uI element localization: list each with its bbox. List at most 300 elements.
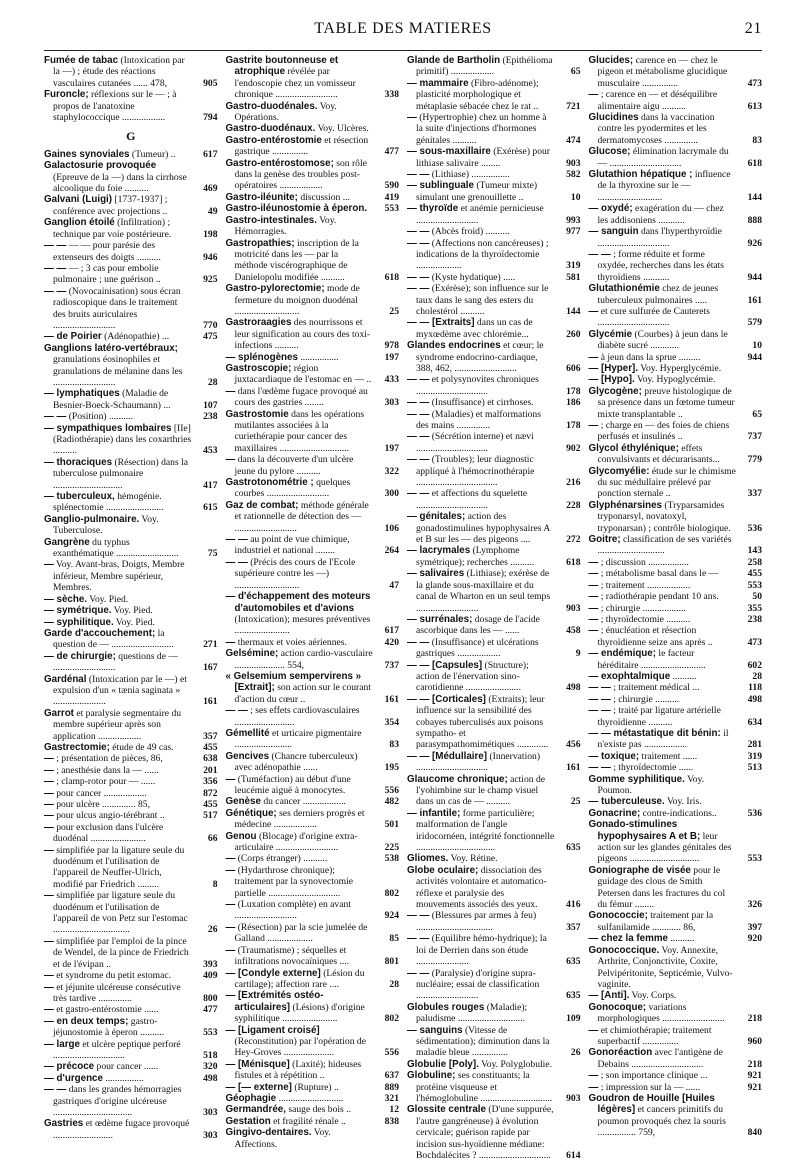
index-entry [44,491,218,514]
index-entry [226,648,400,671]
entry-term: — [588,568,599,580]
entry-term: — — [407,374,430,386]
entry-term: Gastrotonométrie ; [225,477,314,489]
entry-page-number: 925 [203,274,218,286]
index-entry [44,651,218,674]
entry-term: Gencives [225,750,270,762]
entry-description: simplifiée par la ligature seule du duodénum et l'utilisation de l'appareil de Neuffer-Ulrich, modifié par Friedrich ......... [53,844,185,890]
entry-description: (Novocainisation) sous écran radioscopique dans le traitement des bruits auriculaires .......................... [53,285,181,331]
entry-term: Gastropathies; [225,237,295,249]
entry-description: (Blessures par armes à feu) ................................ [416,910,537,933]
index-entry [44,514,218,537]
entry-page-number: 475 [203,331,218,343]
entry-description: dans la vaccination contre les pyodermites et les dermatomycoses .............. [597,112,715,146]
entry-page-number: 638 [203,753,218,765]
entry-page-number: 143 [747,545,762,557]
entry-description: ; chirurgie .................. [600,602,686,614]
index-column-1 [44,55,218,1161]
entry-description: (Reconstitution) par l'opération de Hey-Groves ..................... [234,1035,366,1059]
entry-term: Globuline; [407,1070,456,1082]
entry-page-number: 65 [752,408,762,420]
entry-description: carence en — chez le pigeon et métabolisme glucidique musculaire ............... [597,55,728,89]
index-entry [407,968,581,1002]
entry-page-number: 802 [384,1013,399,1025]
index-entry [44,753,218,764]
entry-term: Globules rouges [407,1001,485,1013]
entry-term: Gonocoque; [588,1001,647,1013]
index-entry [44,343,218,389]
entry-description: ; thyroïdectomie .......... [600,613,691,625]
entry-term: — — [44,285,67,297]
index-entry [589,945,763,991]
index-entry [226,557,400,591]
entry-page-number: 303 [203,1129,218,1141]
entry-description: du cancer .................. [263,796,346,808]
entry-description: (Maladies) et malformations des mains .............. [416,408,541,431]
entry-description: (Position) .......... [68,411,133,423]
entry-description: et gastro-entérostomie ...... [56,1004,159,1016]
entry-page-number: 770 [203,319,218,331]
entry-page-number: 903 [566,1092,581,1104]
index-entry [407,112,581,146]
entry-description: (Lithiase) ................ [431,169,510,181]
entry-term: — toxique; [588,750,640,762]
entry-description: (Kyste hydatique) ..... [431,271,516,283]
entry-description: Voy. Opérations. [234,100,337,124]
entry-term: Gastro-pylorectomie; [225,283,325,295]
entry-description: (Affections non cancéreuses) ; indications de la thyroïdectomie ................... [416,237,549,272]
entry-page-number: 10 [570,191,581,203]
entry-page-number: 838 [384,1115,399,1127]
index-entry [44,286,218,332]
entry-page-number: 779 [747,454,762,466]
index-entry [407,431,581,454]
index-entry [407,694,581,751]
entry-term: Gangrène [44,536,90,548]
index-column-4 [589,55,763,1161]
index-entry [589,751,763,762]
index-entry [407,865,581,911]
index-entry [407,409,581,432]
entry-description: — — pour parésie des extenseurs des doigts .......... [53,240,161,263]
index-entry [44,617,218,628]
entry-page-number: 993 [566,214,581,226]
index-entry [589,603,763,614]
entry-page-number: 872 [203,787,218,799]
entry-term: — endémique; [588,648,656,660]
entry-page-number: 924 [384,910,399,922]
entry-description: [1737-1937] ; conférence avec projections .. [53,194,168,217]
index-entry [226,1082,400,1093]
entry-term: Genou [225,830,257,842]
entry-term: — [225,944,236,956]
index-entry [226,751,400,774]
entry-page-number: 144 [566,305,581,317]
entry-term: Glossite centrale [407,1104,486,1116]
index-entry [589,55,763,89]
entry-term: — — [407,431,430,443]
entry-description: et jéjunite ulcéreuse consécutive très tardive .............. [53,981,181,1004]
index-entry [44,708,218,742]
entry-description: (Structure); action de l'énervation sino-carotidienne ....................... [416,659,529,694]
index-entry [589,283,763,306]
entry-term: Gonococcique. [588,944,660,956]
entry-term: — [225,853,236,865]
entry-description: ; traité par ligature artérielle thyroïdienne .......... [597,705,721,728]
index-entry [407,568,581,614]
index-entry [407,78,581,112]
entry-description: dans un cas de myxœdème avec chlorémie... [416,317,533,340]
entry-page-number: 409 [203,970,218,982]
index-entry [589,865,763,911]
index-entry [589,1093,763,1139]
entry-description: et cancers primitifs du poumon provoqués chez la souris ................ 759, [597,1104,726,1139]
index-entry [589,203,763,226]
entry-description: hémogénie. splénectomie ........................ [53,491,164,514]
entry-page-number: 477 [384,146,399,158]
entry-description: étude de 49 cas. [112,741,174,753]
entry-page-number: 225 [384,842,399,854]
entry-term: — [— externe] [225,1081,292,1093]
entry-term: Goitre; [588,534,621,546]
entry-page-number: 581 [566,271,581,283]
entry-description: ; discussion ................. [600,556,689,568]
entry-description: et polysynovites chroniques .............................. [416,374,539,397]
entry-term: — [407,112,417,124]
index-entry [407,637,581,660]
entry-term: — — [407,967,430,979]
entry-page-number: 12 [389,1104,399,1116]
entry-term: Gastroscopie; [225,362,292,374]
index-entry [589,910,763,933]
index-entry [589,648,763,671]
entry-page-number: 602 [747,659,762,671]
entry-term: — [Extrémités ostéo-articulaires] [225,990,324,1013]
index-entry [407,180,581,203]
entry-term: Glucides; [588,55,634,66]
entry-description: et paralysie segmentaire du membre supérieur après son application .................. [53,707,182,742]
entry-term: — [Ligament croisé] [225,1024,320,1036]
entry-description: (Lésion du cartilage); affection rare .... [234,967,365,990]
entry-description: dans les opérations mutilantes associées à la curiethérapie pour cancer des maxillaires ............................. [234,408,365,454]
entry-term: — salivaires [407,568,465,580]
entry-page-number: 198 [203,228,218,240]
entry-description: Voy. Annexite, Arthrite, Conjonctivite, Coxite, Pelvipéritonite, Septicémie, Vulvo-vaginite. [597,944,733,990]
entry-description: le facteur héréditaire ........................... [597,648,706,671]
entry-description: (Exérèse); son influence sur le taux dans le sang des esters du cholestérol .......... [416,283,549,317]
entry-description: (Tryparsamides tryponarsyl, novatoxyl, tryponarsan) ; contrôle biologique. [597,499,731,534]
entry-term: — tuberculeux, [44,491,115,503]
index-entry [226,671,400,705]
index-entry [589,591,763,602]
index-entry [589,1025,763,1048]
entry-description: réflexions sur le — ; à propos de l'anatoxine staphylococcique .................. [53,89,177,124]
entry-page-number: 258 [747,556,762,568]
index-entry [226,203,400,214]
entry-term: — — [44,411,67,423]
entry-description: ; impression sur la — ...... [600,1081,701,1093]
entry-description: ; thyroïdectomie ...... [613,762,694,774]
entry-description: quelques courbes .......................... [234,477,351,500]
index-entry [407,1104,581,1161]
entry-page-number: 354 [384,716,399,728]
index-entry [44,263,218,286]
entry-page-number: 582 [566,169,581,181]
entry-page-number: 556 [384,1047,399,1059]
index-entry [226,352,400,363]
entry-description: simplifiée par l'emploi de la pince de Wendel, de la pince de Friedrich et de l'évipan .. [53,935,189,970]
index-entry [589,762,763,773]
index-entry [44,457,218,491]
entry-description: (Vitesse de sédimentation); diminution dans la maladie bleue ............... [416,1024,550,1059]
entry-page-number: 477 [203,1004,218,1016]
entry-page-number: 802 [384,887,399,899]
entry-page-number: 536 [747,522,762,534]
entry-term: — — [Extraits] [407,317,475,329]
entry-page-number: 326 [747,899,762,911]
index-entry [226,123,400,134]
index-entry [589,226,763,249]
index-entry [407,1070,581,1104]
index-entry [44,1061,218,1072]
index-entry [226,808,400,831]
entry-page-number: 26 [570,1047,581,1059]
entry-term: Gastro-entérostomie [225,134,322,146]
entry-description: (Intoxication par la —) ; étude des réactions vasculaires cutanées ...... 478, [53,55,185,89]
entry-term: — thoraciques [44,456,113,468]
index-entry [44,240,218,263]
entry-description: (Intoxication); mesures préventives ....................... [234,613,371,637]
entry-description: pour exclusion dans l'ulcère duodénal ....................... [53,821,164,845]
entry-description: ; traitement médical ... [613,682,700,694]
entry-term: Gastries [44,1118,84,1130]
entry-term: Furoncle; [44,89,89,101]
index-entry [44,331,218,342]
entry-term: — — [407,397,430,409]
entry-term: — — [Corticales] [407,693,486,705]
entry-page-number: 260 [566,328,581,340]
entry-description: ; traitement .................. [600,579,691,591]
page-number: 21 [744,20,762,37]
entry-term: — [225,921,236,933]
entry-page-number: 536 [747,807,762,819]
entry-term: Gonacrine; [588,807,641,819]
entry-term: — — métastatique dit bénin: [588,727,721,739]
entry-term: — splénogènes [225,351,298,363]
entry-page-number: 83 [389,739,399,751]
entry-page-number: 319 [747,750,762,762]
index-entry [589,1002,763,1025]
index-entry [407,614,581,637]
entry-term: — [Hyper]. [588,362,639,374]
index-entry [226,283,400,317]
entry-term: Galactosurie provoquée [44,160,157,172]
entry-description: (Hypertrophie) chez un homme à la suite d'injections d'hormones génitales .......... [416,112,547,146]
entry-page-number: 433 [384,374,399,386]
index-entry [44,742,218,753]
entry-term: — [225,899,236,911]
entry-description: Voy. Hémorragies. [234,214,337,238]
entry-description: (Innervation) .............................. [416,750,541,774]
entry-description: traitement ...... [641,750,698,762]
entry-description: Voy. Affections. [234,1127,331,1150]
entry-description: (Courbes) à jeun dans le diabète sucré ............ [597,328,728,352]
entry-description: Voy. Pied. [115,616,155,628]
entry-description: pour cancer ...... [96,1061,159,1073]
entry-description: Voy. Ulcères. [317,123,369,135]
entry-page-number: 944 [747,351,762,363]
entry-description: discussion ... [300,191,350,203]
entry-term: — surrénales; [407,613,473,625]
entry-term: — sanguin [588,226,639,238]
entry-page-number: 338 [384,89,399,101]
entry-description: Voy. Avant-bras, Doigts, Membre inférieur, Membre supérieur, Membres. [53,559,185,594]
entry-term: Gliomes. [407,853,449,865]
entry-page-number: 606 [566,362,581,374]
entry-term: — — [44,262,67,274]
entry-page-number: 590 [384,180,399,192]
entry-term: Géophagie [225,1092,277,1104]
index-entry [407,853,581,864]
entry-description: (Exérèse) pour lithiase salivaire ........ [416,146,550,169]
index-entry [226,1127,400,1150]
entry-description: preuve histologique de sa présence dans un fœtome tumeur mixte transplantable .. [597,385,735,420]
entry-page-number: 218 [747,1013,762,1025]
index-entry [589,568,763,579]
entry-term: — [588,556,599,568]
entry-page-number: 65 [570,66,581,78]
section-letter: G [126,129,136,144]
index-entry [44,776,218,787]
index-entry [589,933,763,944]
entry-term: Gestation [225,1115,271,1127]
index-entry [407,226,581,237]
entry-description: (Maladie); paludisme ............................ [416,1001,528,1025]
entry-page-number: 498 [203,1072,218,1084]
entry-description: ................ [300,351,339,363]
entry-description: Voy. Rétine. [450,853,498,865]
entry-description: (Epreuve de la —) dans la cirrhose alcoolique du foie .......... [53,171,187,195]
entry-term: — [44,970,54,982]
entry-page-number: 9 [575,648,581,660]
entry-description: son rôle dans la genèse des troubles post-opératoires .................. [234,157,367,192]
entry-description: (Luxation complète) en avant .......................... [234,899,351,922]
entry-description: (Maladie de Besnier-Boeck-Schaumann) ... [53,388,171,411]
entry-term: — — [225,534,248,546]
index-entry [44,559,218,593]
entry-term: — [Anti]. [588,990,630,1002]
entry-page-number: 106 [384,522,399,534]
entry-term: — [588,89,599,101]
index-entry [226,158,400,192]
entry-page-number: 10 [752,340,762,352]
index-entry [589,443,763,466]
entry-term: — [44,787,54,799]
entry-description: Voy. Polyglobulie. [481,1058,552,1070]
entry-description: (D'une suppurée, l'autre gangréneuse) à évolution cervicale; guérison rapide par incision sus-hyoïdienne médiane: Bochdalécites ? .............................. [416,1104,554,1161]
entry-description: à jeun dans la sprue ......... [600,351,701,363]
entry-term: — [44,890,54,902]
entry-page-number: 201 [203,764,218,776]
entry-description: (Chancre tuberculeux) avec adénopathie ...... [234,750,358,774]
entry-description: ................ [105,1072,144,1084]
entry-description: (Troubles); leur diagnostic appliqué à l'hémocrinothérapie .................................. [416,454,535,489]
entry-description: (Corps étranger) .......... [237,853,328,865]
entry-description: (Sécrétion interne) et nævi .............................. [416,431,534,454]
entry-page-number: 498 [747,693,762,705]
entry-term: Galvani (Luigi) [44,194,113,206]
entry-description: (Laxité); hideuses fistules et à répétition .. [234,1058,362,1082]
entry-term: — — [407,454,430,466]
entry-description: méthode générale et rationnelle de détection des — .......................... [234,499,369,534]
entry-page-number: 921 [747,1070,762,1082]
entry-term: Gaz de combat; [225,499,299,511]
entry-term: — [44,1004,54,1016]
entry-term: — sympathiques lombaires [44,422,172,434]
index-entry [589,1070,763,1081]
entry-description: ; anesthésie dans la — ...... [56,764,159,776]
index-entry [226,317,400,351]
entry-term: Gastroraagies [225,317,292,329]
index-entry [589,386,763,420]
index-entry [44,217,218,240]
entry-term: Gastro-duodénaux. [225,123,316,135]
entry-term: Garde d'accouchement; [44,627,156,639]
entry-term: — — [44,240,67,252]
entry-page-number: 905 [203,77,218,89]
index-entry [226,922,400,945]
entry-page-number: 85 [389,933,399,945]
entry-description: et résection gastrique ............... [234,134,369,158]
entry-description: (Abcès froid) .......... [431,226,510,238]
entry-page-number: 417 [203,479,218,491]
entry-page-number: 456 [566,739,581,751]
index-entry [589,1082,763,1093]
index-entry [407,454,581,488]
entry-description: Voy. Hyperglycémie. [640,362,722,374]
entry-description: du typhus exanthématique .......................... [53,536,179,560]
entry-term: Gelsémine; [225,648,279,660]
entry-term: — infantile; [407,807,461,819]
entry-term: Gastro-entérostomose; [225,157,334,169]
entry-term: — [225,864,236,876]
entry-page-number: 161 [747,294,762,306]
entry-description: et cure sulfurée de Cauterets .............................. [597,305,710,329]
entry-page-number: 47 [389,579,399,591]
entry-term: — [588,305,599,317]
entry-page-number: 397 [747,921,762,933]
entry-description: pour cancer .................. [56,787,147,799]
entry-description: et œdème fugace provoqué ......................... [53,1118,190,1141]
entry-term: — [44,810,54,822]
entry-description: (Insuffisance) et cirrhoses. [431,397,534,409]
index-entry [407,660,581,694]
entry-description: (Lésions) d'origine syphilitique ....................... [234,1001,365,1025]
entry-term: Gastrostomie [225,408,289,420]
entry-page-number: 186 [566,397,581,409]
entry-page-number: 517 [203,810,218,822]
index-entry [226,1104,400,1115]
index-entry [44,799,218,810]
entry-term: — — [44,1084,67,1096]
entry-term: — précoce [44,1061,95,1073]
entry-page-number: 322 [384,465,399,477]
entry-term: Ganglions latéro-vertébraux; [44,342,178,354]
entry-description: contre-indications.. [642,807,717,819]
entry-description: et affections du squelette .............................. [416,488,528,511]
entry-page-number: 553 [747,579,762,591]
entry-term: — — [407,933,430,945]
